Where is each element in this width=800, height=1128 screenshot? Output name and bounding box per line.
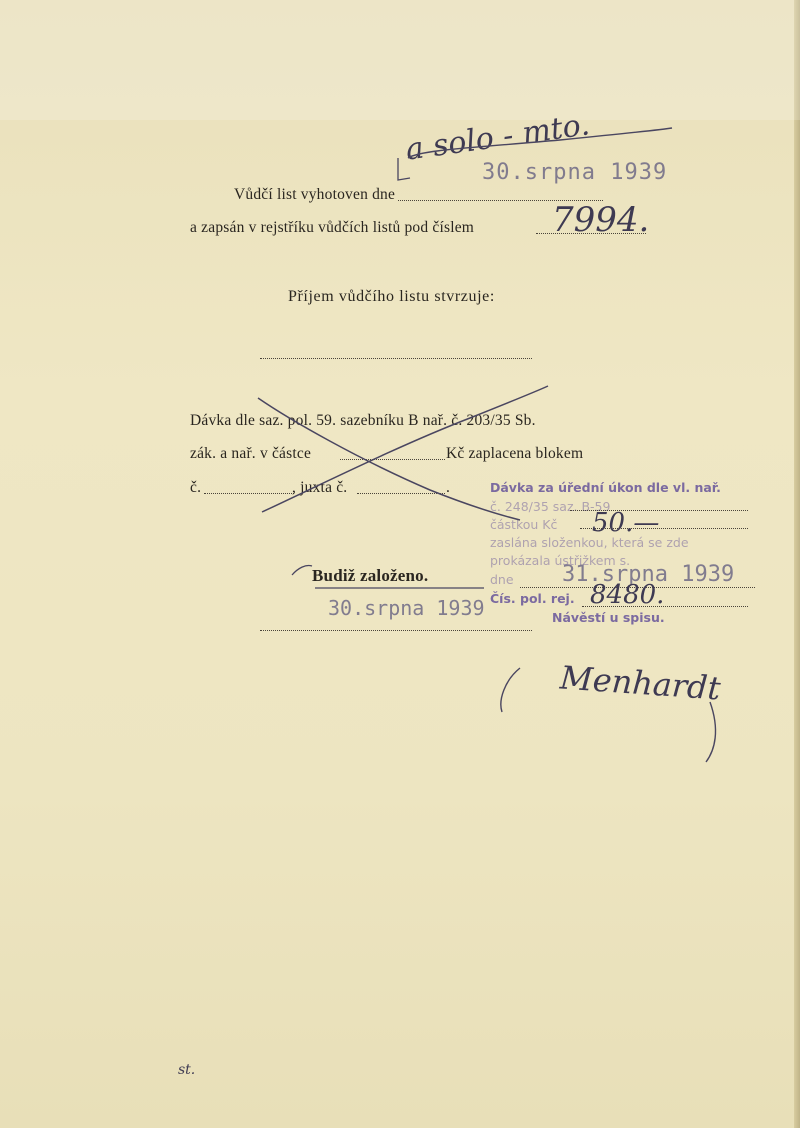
receipt-label: Příjem vůdčího listu stvrzuje: (288, 288, 495, 305)
top-note-hook (398, 158, 410, 180)
fee-line-1: Dávka dle saz. pol. 59. sazebníku B nař. č. 203/35 Sb. (190, 412, 536, 429)
date-stamp-middle: 30.srpna 1939 (328, 596, 485, 620)
date-stamp-right: 31.srpna 1939 (562, 562, 735, 587)
handwritten-register-number: 7994. (552, 200, 650, 240)
issued-date-label: Vůdčí list vyhotoven dne (234, 186, 396, 203)
fee-line-3-middle: , juxta č. (292, 479, 348, 496)
handwritten-fee-amount: 50.— (592, 508, 660, 538)
top-note-underline (408, 128, 672, 158)
corner-mark: st. (178, 1062, 196, 1078)
cancel-stroke-1 (258, 398, 520, 520)
fee-line-3-start: č. (190, 479, 202, 496)
fee-stamp-line-7: Čís. pol. rej. (490, 591, 575, 606)
signature-hook (501, 668, 520, 712)
date-stamp-top: 30.srpna 1939 (482, 160, 668, 185)
cancel-stroke-2 (262, 386, 548, 512)
decision-hook (292, 565, 312, 575)
fee-line-3-end: . (446, 479, 451, 496)
fee-stamp-line-8: Návěstí u spisu. (552, 610, 665, 625)
signature-tail (706, 702, 716, 762)
fee-stamp-line-6: dne (490, 572, 514, 587)
register-label: a zapsán v rejstříku vůdčích listů pod číslem (190, 219, 475, 236)
handwritten-note-top: a solo - mto. (403, 107, 592, 168)
decision-text: Budiž založeno. (312, 566, 429, 585)
fee-stamp-line-3: částkou Kč (490, 517, 558, 532)
fee-line-2-start: zák. a nař. v částce (190, 445, 312, 462)
fee-stamp-line-4: zaslána složenkou, která se zde (490, 535, 689, 550)
fee-line-2-end: Kč zaplacena blokem (446, 445, 584, 462)
handwritten-register-number-2: 8480. (590, 580, 665, 610)
fee-stamp-line-2: č. 248/35 saz. B-59 (490, 499, 611, 514)
fee-stamp-title: Dávka za úřední úkon dle vl. nař. (490, 480, 721, 495)
signature: Menhardt (558, 658, 722, 708)
fee-stamp-line-5: prokázala ústřižkem s. (490, 553, 631, 568)
